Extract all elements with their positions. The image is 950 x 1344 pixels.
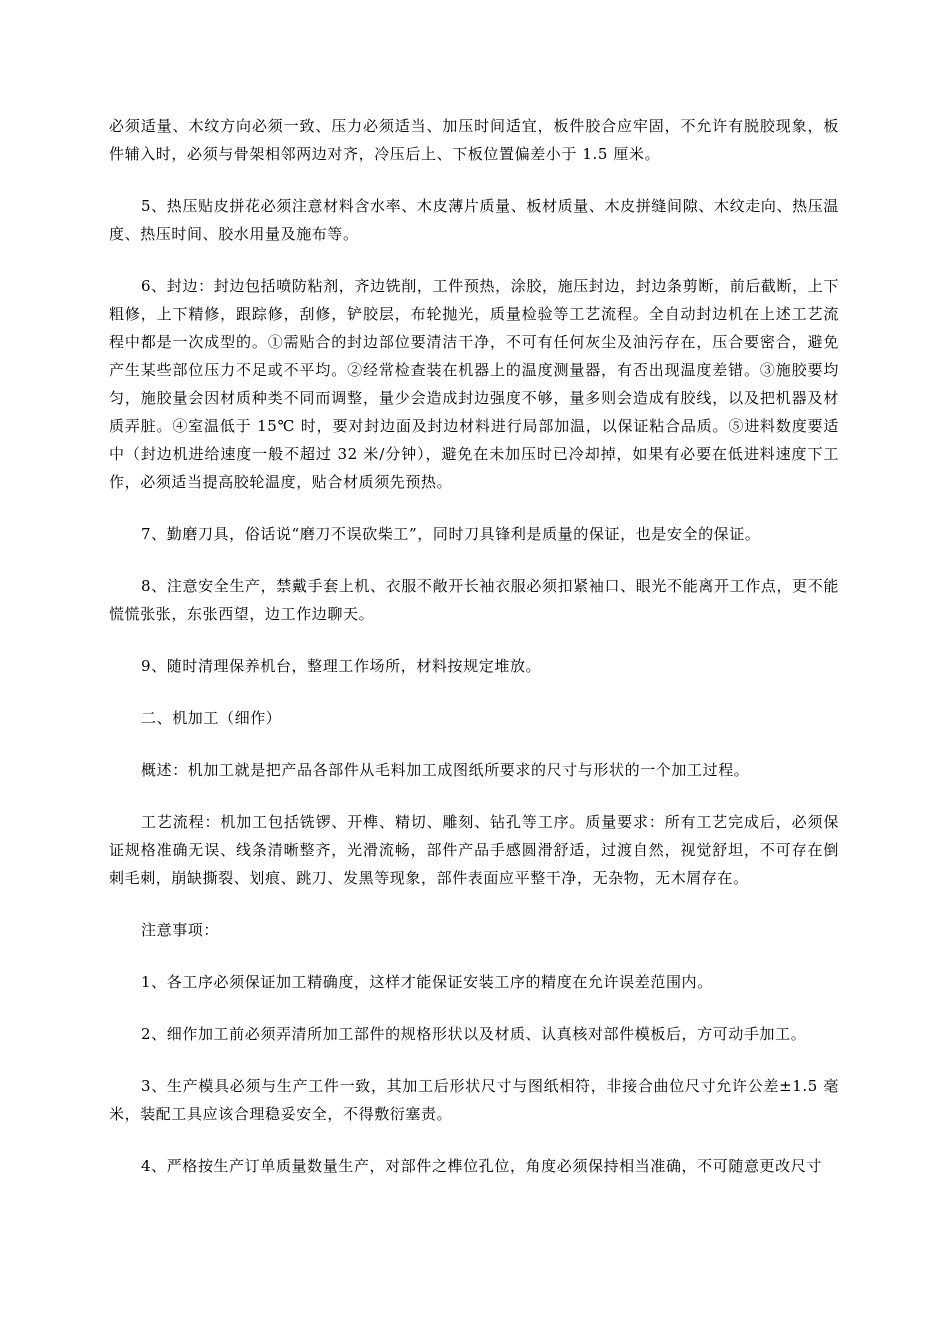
document-body bbox=[109, 112, 839, 1204]
notes-heading: 注意事项： bbox=[141, 921, 220, 939]
paragraph-note-2: 2、细作加工前必须弄清所加工部件的规格形状以及材质、认真核对部件模板后，方可动手加工。 bbox=[141, 1025, 807, 1043]
paragraph-note-4: 4、严格按生产订单质量数量生产，对部件之榫位孔位，角度必须保持相当准确，不可随意更改尺寸 bbox=[141, 1157, 822, 1175]
paragraph-note-1: 1、各工序必须保证加工精确度，这样才能保证安装工序的精度在允许误差范围内。 bbox=[141, 973, 713, 991]
paragraph-note-3: 3、生产模具必须与生产工件一致，其加工后形状尺寸与图纸相符，非接合曲位尺寸允许公差±1.5 毫米，装配工具应该合理稳妥安全，不得敷衍塞责。 bbox=[109, 1077, 839, 1123]
paragraph-item-5-hot-press: 5、热压贴皮拼花必须注意材料含水率、木皮薄片质量、板材质量、木皮拼缝间隙、木纹走向、热压温度、热压时间、胶水用量及施布等。 bbox=[109, 197, 839, 243]
paragraph-continuation: 必须适量、木纹方向必须一致、压力必须适当、加压时间适宜，板件胶合应牢固，不允许有脱胶现象，板件辅入时，必须与骨架相邻两边对齐，冷压后上、下板位置偏差小于 1.5 厘米。 bbox=[109, 117, 839, 163]
paragraph-item-9-cleanup: 9、随时清理保养机台，整理工作场所，材料按规定堆放。 bbox=[141, 657, 542, 675]
paragraph-item-8-safety: 8、注意安全生产，禁戴手套上机、衣服不敞开长袖衣服必须扣紧袖口、眼光不能离开工作点，更不能慌慌张张，东张西望，边工作边聊天。 bbox=[109, 577, 839, 623]
section-heading-machining: 二、机加工（细作） bbox=[141, 709, 282, 727]
paragraph-overview: 概述：机加工就是把产品各部件从毛料加工成图纸所要求的尺寸与形状的一个加工过程。 bbox=[141, 761, 750, 779]
paragraph-item-7-sharpen-tools: 7、勤磨刀具，俗话说“磨刀不误砍柴工”，同时刀具锋利是质量的保证，也是安全的保证。 bbox=[141, 525, 761, 543]
paragraph-item-6-edge-banding: 6、封边：封边包括喷防粘剂，齐边铣削，工件预热，涂胶，施压封边，封边条剪断，前后截断，上下粗修，上下精修，跟踪修，刮修，铲胶层，布轮抛光，质量检验等工艺流程。全自动封边机在上述工艺流程中都是一次成型的。①需贴合的封边部位要清洁干净，不可有任何灰尘及油污存在，压合要密合，避免产生某些部位压力不足或不平均。②经常检查装在机器上的温度测量器，有否出现温度差错。③施胶要均匀，施胶量会因材质种类不同而调整，量少会造成封边强度不够，量多则会造成有胶线，以及把机器及材质弄脏。④室温低于 15℃ 时，要对封边面及封边材料进行局部加温，以保证粘合品质。⑤进料数度要适中（封边机进给速度一般不超过 32 米/分钟），避免在未加压时已冷却掉，如果有必要在低进料速度下工作，必须适当提高胶轮温度，贴合材质须先预热。 bbox=[109, 277, 839, 491]
paragraph-process-flow: 工艺流程：机加工包括铣锣、开榫、精切、雕刻、钻孔等工序。质量要求：所有工艺完成后，必须保证规格准确无误、线条清晰整齐，光滑流畅，部件产品手感圆滑舒适，过渡自然，视觉舒坦，不可存在倒刺毛刺，崩缺撕裂、划痕、跳刀、发黑等现象，部件表面应平整干净，无杂物，无木屑存在。 bbox=[109, 813, 839, 887]
